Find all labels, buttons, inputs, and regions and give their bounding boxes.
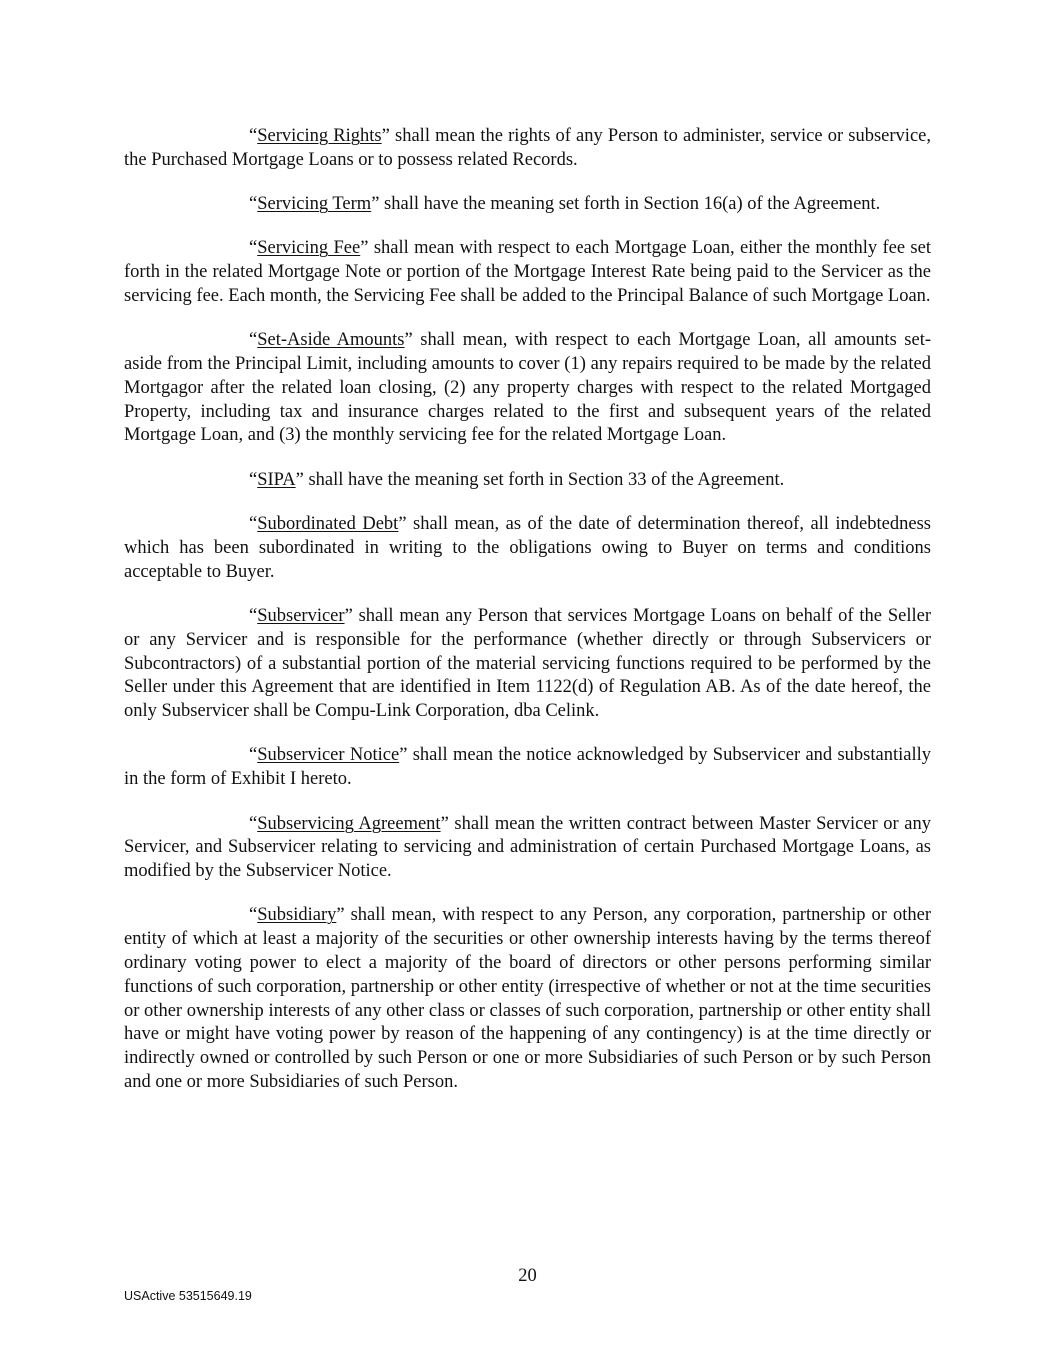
defined-term: Subservicing Agreement xyxy=(257,813,441,834)
defined-term: Subservicer Notice xyxy=(257,745,400,766)
definition-paragraph: “Subservicing Agreement” shall mean the written contract between Master Servicer or any Servicer, and Subservicer relating to servicing and administration of certain Purchased Mortgage Loans, as modified by the Subservicer Notice. xyxy=(124,813,932,882)
definition-text: shall have the meaning set forth in Section 16(a) of the Agreement. xyxy=(379,194,881,215)
definition-paragraph: “Servicing Fee” shall mean with respect to each Mortgage Loan, either the monthly fee set forth in the related Mortgage Note or portion of the Mortgage Interest Rate being paid to the Servicer as the servicing fee. Each month, the Servicing Fee shall be added to the Principal Balance of such Mortgage Loan. xyxy=(124,238,931,306)
definition-paragraph: “Set-Aside Amounts” shall mean, with respect to each Mortgage Loan, all amounts set-aside from the Principal Limit, including amounts to cover (1) any repairs required to be made by the related Mortgagor after the related loan closing, (2) any property charges with respect to the related Mortgaged Property, including tax and insurance charges related to the first and subsequent years of the related Mortgage Loan, and (3) the monthly servicing fee for the related Mortgage Loan. xyxy=(124,330,931,446)
definition-text: shall mean with respect to each Mortgage Loan, either the monthly fee set forth in the related Mortgage Note or portion of the Mortgage Interest Rate being paid to the Servicer as the servicing fee. Each month, the Servicing Fee shall be added to the Principal Balance of such Mortgage Loan. xyxy=(124,238,931,306)
defined-term: Servicing Fee xyxy=(257,238,361,259)
definitions-section xyxy=(124,125,931,1115)
definition-paragraph: “Subsidiary” shall mean, with respect to any Person, any corporation, partnership or other entity of which at least a majority of the securities or other ownership interests having by the terms thereof ordinary voting power to elect a majority of the board of directors or other persons performing similar functions of such corporation, partnership or other entity (irrespective of whether or not at the time securities or other ownership interests of any other class or classes of such corporation, partnership or other entity shall have or might have voting power by reason of the happening of any contingency) is at the time directly or indirectly owned or controlled by such Person or one or more Subsidiaries of such Person or by such Person and one or more Subsidiaries of such Person. xyxy=(124,905,931,1092)
defined-term: Servicing Term xyxy=(257,194,372,215)
page-number: 20 xyxy=(518,1266,537,1286)
defined-term: Servicing Rights xyxy=(257,126,382,146)
definition-paragraph: “Servicing Term” shall have the meaning set forth in Section 16(a) of the Agreement. xyxy=(249,194,881,215)
definition-paragraph: “SIPA” shall have the meaning set forth in Section 33 of the Agreement. xyxy=(249,469,785,490)
definition-text: shall mean, with respect to each Mortgage Loan, all amounts set-aside from the Principal Limit, including amounts to cover (1) any repairs required to be made by the related Mortgagor after the related loan closing, (2) any property charges with respect to the related Mortgaged Property, including tax and insurance charges related to the first and subsequent years of the related Mortgage Loan, and (3) the monthly servicing fee for the related Mortgage Loan. xyxy=(124,330,931,446)
definition-text: shall mean the written contract between Master Servicer or any Servicer, and Subservicer relating to servicing and administration of certain Purchased Mortgage Loans, as modified by the Subservicer Notice. xyxy=(124,813,932,882)
definition-paragraph: “Servicing Rights” shall mean the rights of any Person to administer, service or subservice, the Purchased Mortgage Loans or to possess related Records. xyxy=(124,126,931,170)
defined-term: SIPA xyxy=(257,469,296,490)
definition-paragraph: “Subservicer Notice” shall mean the notice acknowledged by Subservicer and substantially in the form of Exhibit I hereto. xyxy=(124,745,931,790)
defined-term: Set-Aside Amounts xyxy=(257,330,405,351)
definition-text: shall mean the rights of any Person to administer, service or subservice, the Purchased Mortgage Loans or to possess related Records. xyxy=(124,126,931,170)
definition-text: shall mean, with respect to any Person, any corporation, partnership or other entity of which at least a majority of the securities or other ownership interests having by the terms thereof ordinary voting power to elect a majority of the board of directors or other persons performing similar functions of such corporation, partnership or other entity (irrespective of whether or not at the time securities or other ownership interests of any other class or classes of such corporation, partnership or other entity shall have or might have voting power by reason of the happening of any contingency) is at the time directly or indirectly owned or controlled by such Person or one or more Subsidiaries of such Person or by such Person and one or more Subsidiaries of such Person. xyxy=(124,905,931,1092)
defined-term: Subservicer xyxy=(257,605,345,626)
defined-term: Subordinated Debt xyxy=(257,514,399,535)
defined-term: Subsidiary xyxy=(257,905,337,926)
definition-text: shall mean the notice acknowledged by Subservicer and substantially in the form of Exhibit I hereto. xyxy=(124,745,931,790)
document-id: USActive 53515649.19 xyxy=(124,1289,252,1303)
definition-text: shall have the meaning set forth in Section 33 of the Agreement. xyxy=(303,469,785,490)
definition-text: shall mean any Person that services Mortgage Loans on behalf of the Seller or any Servicer and is responsible for the performance (whether directly or through Subservicers or Subcontractors) of a substantial portion of the material servicing functions required to be performed by the Seller under this Agreement that are identified in Item 1122(d) of Regulation AB. As of the date hereof, the only Subservicer shall be Compu-Link Corporation, dba Celink. xyxy=(124,605,931,722)
definition-paragraph: “Subservicer” shall mean any Person that services Mortgage Loans on behalf of the Seller or any Servicer and is responsible for the performance (whether directly or through Subservicers or Subcontractors) of a substantial portion of the material servicing functions required to be performed by the Seller under this Agreement that are identified in Item 1122(d) of Regulation AB. As of the date hereof, the only Subservicer shall be Compu-Link Corporation, dba Celink. xyxy=(124,605,931,722)
definition-text: shall mean, as of the date of determination thereof, all indebtedness which has been subordinated in writing to the obligations owing to Buyer on terms and conditions acceptable to Buyer. xyxy=(124,514,931,582)
definition-paragraph: “Subordinated Debt” shall mean, as of the date of determination thereof, all indebtedness which has been subordinated in writing to the obligations owing to Buyer on terms and conditions acceptable to Buyer. xyxy=(124,514,931,582)
